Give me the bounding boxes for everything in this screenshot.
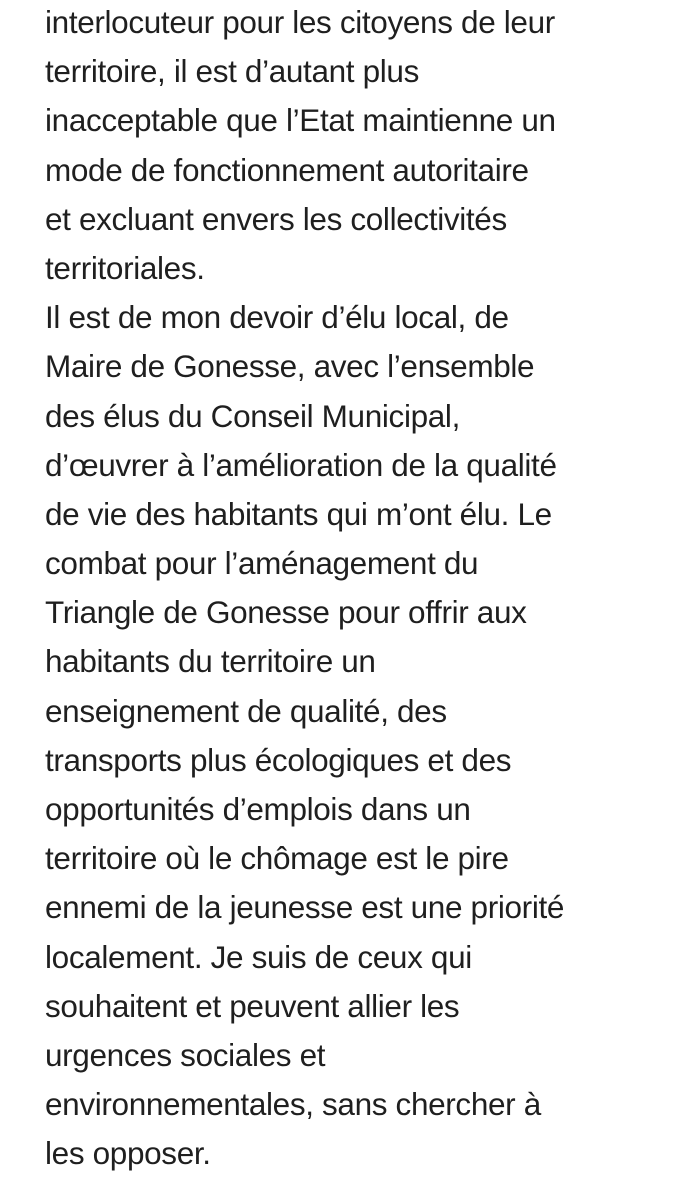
text-line: des élus du Conseil Municipal, — [45, 397, 460, 434]
text-line: d’œuvrer à l’amélioration de la qualité — [45, 446, 557, 483]
text-line: environnementales, sans chercher à — [45, 1086, 541, 1123]
text-line: territoire où le chômage est le pire — [45, 840, 509, 877]
text-line: ennemi de la jeunesse est une priorité — [45, 889, 565, 926]
text-line: mode de fonctionnement autoritaire — [45, 151, 529, 188]
text-line: de vie des habitants qui m’ont élu. Le — [45, 495, 552, 532]
text-line: opportunités d’emplois dans un — [45, 791, 471, 827]
text-line: Maire de Gonesse, avec l’ensemble — [45, 348, 535, 385]
text-line: transports plus écologiques et des — [45, 741, 512, 778]
text-line: Triangle de Gonesse pour offrir aux — [45, 594, 527, 631]
document-text — [45, 0, 675, 1179]
text-line: interlocuteur pour les citoyens de leur — [45, 4, 555, 40]
text-line: urgences sociales et — [45, 1036, 326, 1073]
text-line: combat pour l’aménagement du — [45, 545, 479, 582]
text-line: localement. Je suis de ceux qui — [45, 938, 472, 975]
text-line: inacceptable que l’Etat maintienne un — [45, 102, 556, 139]
text-line: territoire, il est d’autant plus — [45, 53, 419, 90]
text-line: territoriales. — [45, 249, 205, 286]
text-line: et excluant envers les collectivités — [45, 200, 507, 237]
text-line: enseignement de qualité, des — [45, 692, 447, 729]
text-line: Il est de mon devoir d’élu local, de — [45, 299, 509, 336]
text-line: habitants du territoire un — [45, 643, 376, 680]
text-line: souhaitent et peuvent allier les — [45, 987, 460, 1024]
text-line: les opposer. — [45, 1135, 211, 1172]
